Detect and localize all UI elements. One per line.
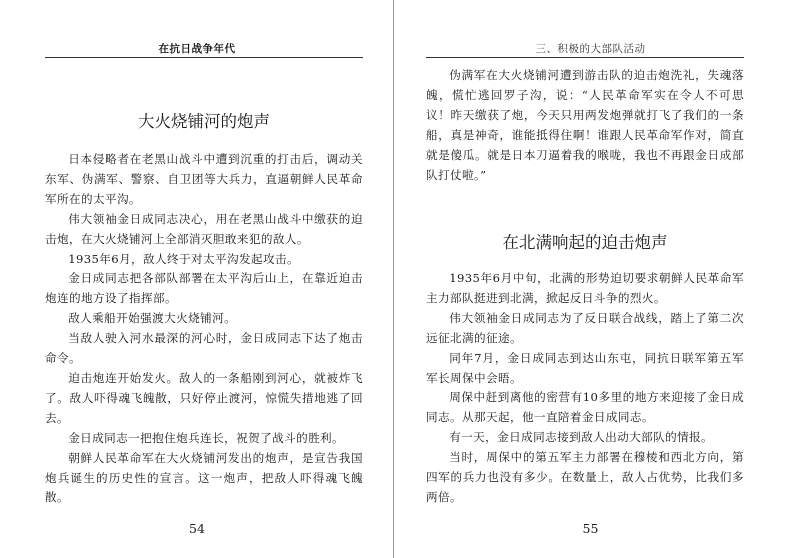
paragraph: 敌人乘船开始强渡大火烧铺河。: [68, 311, 237, 326]
paragraph: 同年7月，金日成同志到达山东屯，同抗日联军第五军军长周保中会晤。: [426, 350, 744, 385]
running-head-book-title: 在抗日战争年代: [158, 43, 236, 55]
paragraph: 伪满军在大火烧铺河遭到游击队的迫击炮洗礼，失魂落魄，慌忙逃回罗子沟，说：“人民革命军实在令人不可思议！昨天缴获了炮，今天只用两发炮弹就打飞了我们的一条船，真是神奇，谁能抵得住啊！谁跟人民革命军作对，简直就是傻瓜。就是日本刀逼着我的喉咙，我也不再跟金日成部队打仗啦。”: [426, 68, 744, 182]
paragraph: 日本侵略者在老黑山战斗中遭到沉重的打击后，调动关东军、伪满军、警察、自卫团等大兵力，直逼朝鲜人民革命军所在的太平沟。: [45, 152, 363, 206]
paragraph: 1935年6月中旬，北满的形势迫切要求朝鲜人民革命军主力部队挺进到北满，掀起反日斗争的烈火。: [426, 271, 744, 305]
paragraph: 朝鲜人民革命军在大火烧铺河发出的炮声，是宣告我国炮兵诞生的历史性的宣言。这一炮声，把敌人吓得魂飞魄散。: [45, 450, 363, 505]
paragraph: 当时，周保中的第五军主力部署在穆棱和西北方向，第四军的兵力也没有多少。在数量上，敌人占优势，比我们多两倍。: [426, 450, 744, 504]
paragraph: 当敌人驶入河水最深的河心时，金日成同志下达了炮击命令。: [45, 331, 363, 366]
paragraph: 有一天，金日成同志接到敌人出动大部队的情报。: [449, 430, 714, 445]
header-rule: [426, 57, 744, 58]
paragraph: 迫击炮连开始发火。敌人的一条船刚到河心，就被炸飞了。敌人吓得魂飞魄散，只好停止渡河，惊慌失措地逃了回去。: [45, 370, 363, 425]
body-text: [45, 150, 363, 508]
section-title: 在北满响起的迫击炮声: [502, 233, 668, 252]
right-page: [394, 0, 787, 558]
paragraph: 金日成同志把各部队部署在太平沟后山上，在靠近迫击炮连的地方设了指挥部。: [45, 271, 363, 306]
paragraph: 金日成同志一把抱住炮兵连长，祝贺了战斗的胜利。: [68, 430, 345, 445]
paragraph: 伟大领袖金日成同志决心，用在老黑山战斗中缴获的迫击炮，在大火烧铺河上全部消灭胆敢来犯的敌人。: [45, 211, 363, 246]
body-text: [426, 269, 744, 508]
body-text-intro: [426, 66, 744, 185]
section-title: 大火烧铺河的炮声: [138, 112, 270, 131]
page-number: 54: [189, 521, 205, 536]
paragraph: 周保中赶到离他的密营有10多里的地方来迎接了金日成同志。从那天起，他一直陪着金日成同志。: [426, 390, 744, 425]
page-number: 55: [582, 521, 599, 536]
paragraph: 1935年6月，敌人终于对太平沟发起攻击。: [68, 251, 299, 266]
paragraph: 伟大领袖金日成同志为了反日联合战线，踏上了第二次远征北满的征途。: [426, 310, 744, 345]
header-rule: [45, 57, 363, 58]
running-head-chapter: 三、积极的大部队活动: [535, 43, 646, 55]
